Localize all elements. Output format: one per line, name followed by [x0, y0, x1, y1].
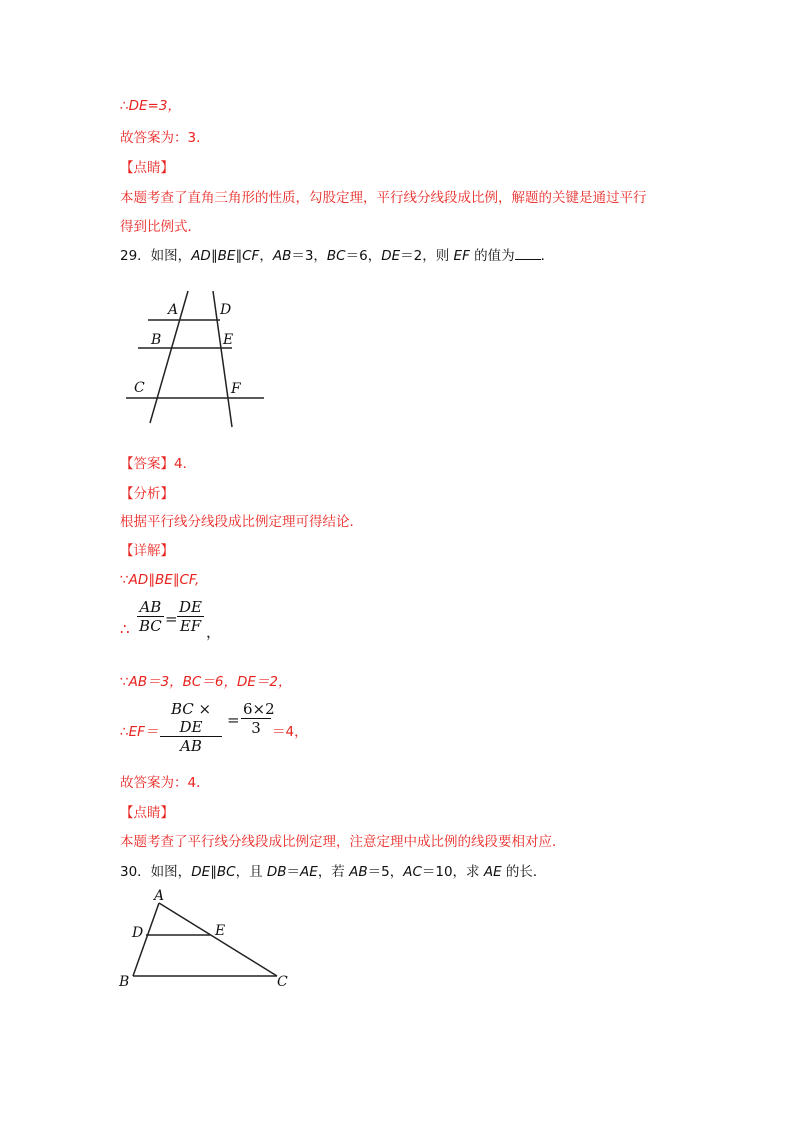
q29-because2: ∵AB＝3，BC＝6，DE＝2，: [120, 674, 292, 690]
label-e: E: [215, 923, 226, 939]
q29-result: ＝4，: [272, 724, 308, 740]
q29-comment: 本题考查了平行线分线段成比例定理，注意定理中成比例的线段要相对应．: [120, 834, 566, 850]
label-e: E: [223, 332, 234, 348]
q29-detail-header: 【详解】: [120, 543, 174, 559]
q29-ef-label: ∴EF＝: [120, 724, 159, 740]
label-d: D: [220, 302, 232, 318]
label-a: A: [168, 302, 179, 318]
q29-fraction-ab-bc: AB BC: [139, 598, 162, 635]
q29-final: 故答案为：4．: [120, 775, 210, 791]
q29-analysis-header: 【分析】: [120, 486, 174, 502]
label-b: B: [151, 332, 162, 348]
q29-answer: 【答案】4．: [120, 456, 197, 472]
prev-conclusion: ∴DE=3，: [120, 98, 181, 114]
q30-question: 30．如图，DE∥BC，且 DB＝AE，若 AB＝5，AC＝10，求 AE 的长．: [120, 864, 547, 880]
q29-fraction-numeric: 6×2 3: [243, 700, 275, 737]
q29-question: 29．如图，AD∥BE∥CF，AB＝3，BC＝6，DE＝2，则 EF 的值为 ．: [120, 248, 555, 264]
q29-analysis: 根据平行线分线段成比例定理可得结论．: [120, 514, 363, 530]
answer-blank: [515, 247, 541, 260]
prev-comment-line1: 本题考查了直角三角形的性质，勾股定理，平行线分线段成比例，解题的关键是通过平行: [120, 190, 647, 206]
label-d: D: [132, 925, 144, 941]
label-c: C: [134, 380, 145, 396]
q29-fraction-de-ef: DE EF: [179, 598, 202, 635]
prev-comment-header: 【点睛】: [120, 160, 174, 176]
prev-answer-line: 故答案为：3．: [120, 130, 210, 146]
label-c: C: [277, 974, 288, 990]
q29-therefore: ∴: [120, 620, 130, 638]
q30-figure: [115, 888, 295, 998]
q29-equals-2: =: [227, 711, 240, 729]
q29-because1: ∵AD∥BE∥CF,: [120, 572, 200, 588]
label-b: B: [119, 974, 130, 990]
q29-figure: [120, 285, 270, 435]
side-ac: [159, 903, 277, 976]
label-f: F: [231, 381, 241, 397]
q29-comment-header: 【点睛】: [120, 805, 174, 821]
q29-equals: =: [165, 610, 178, 628]
label-a: A: [154, 888, 165, 904]
prev-comment-line2: 得到比例式．: [120, 219, 201, 235]
q29-fraction-bcde-ab: BC × DE AB: [160, 700, 222, 755]
q29-frac-tail: ，: [206, 623, 222, 641]
